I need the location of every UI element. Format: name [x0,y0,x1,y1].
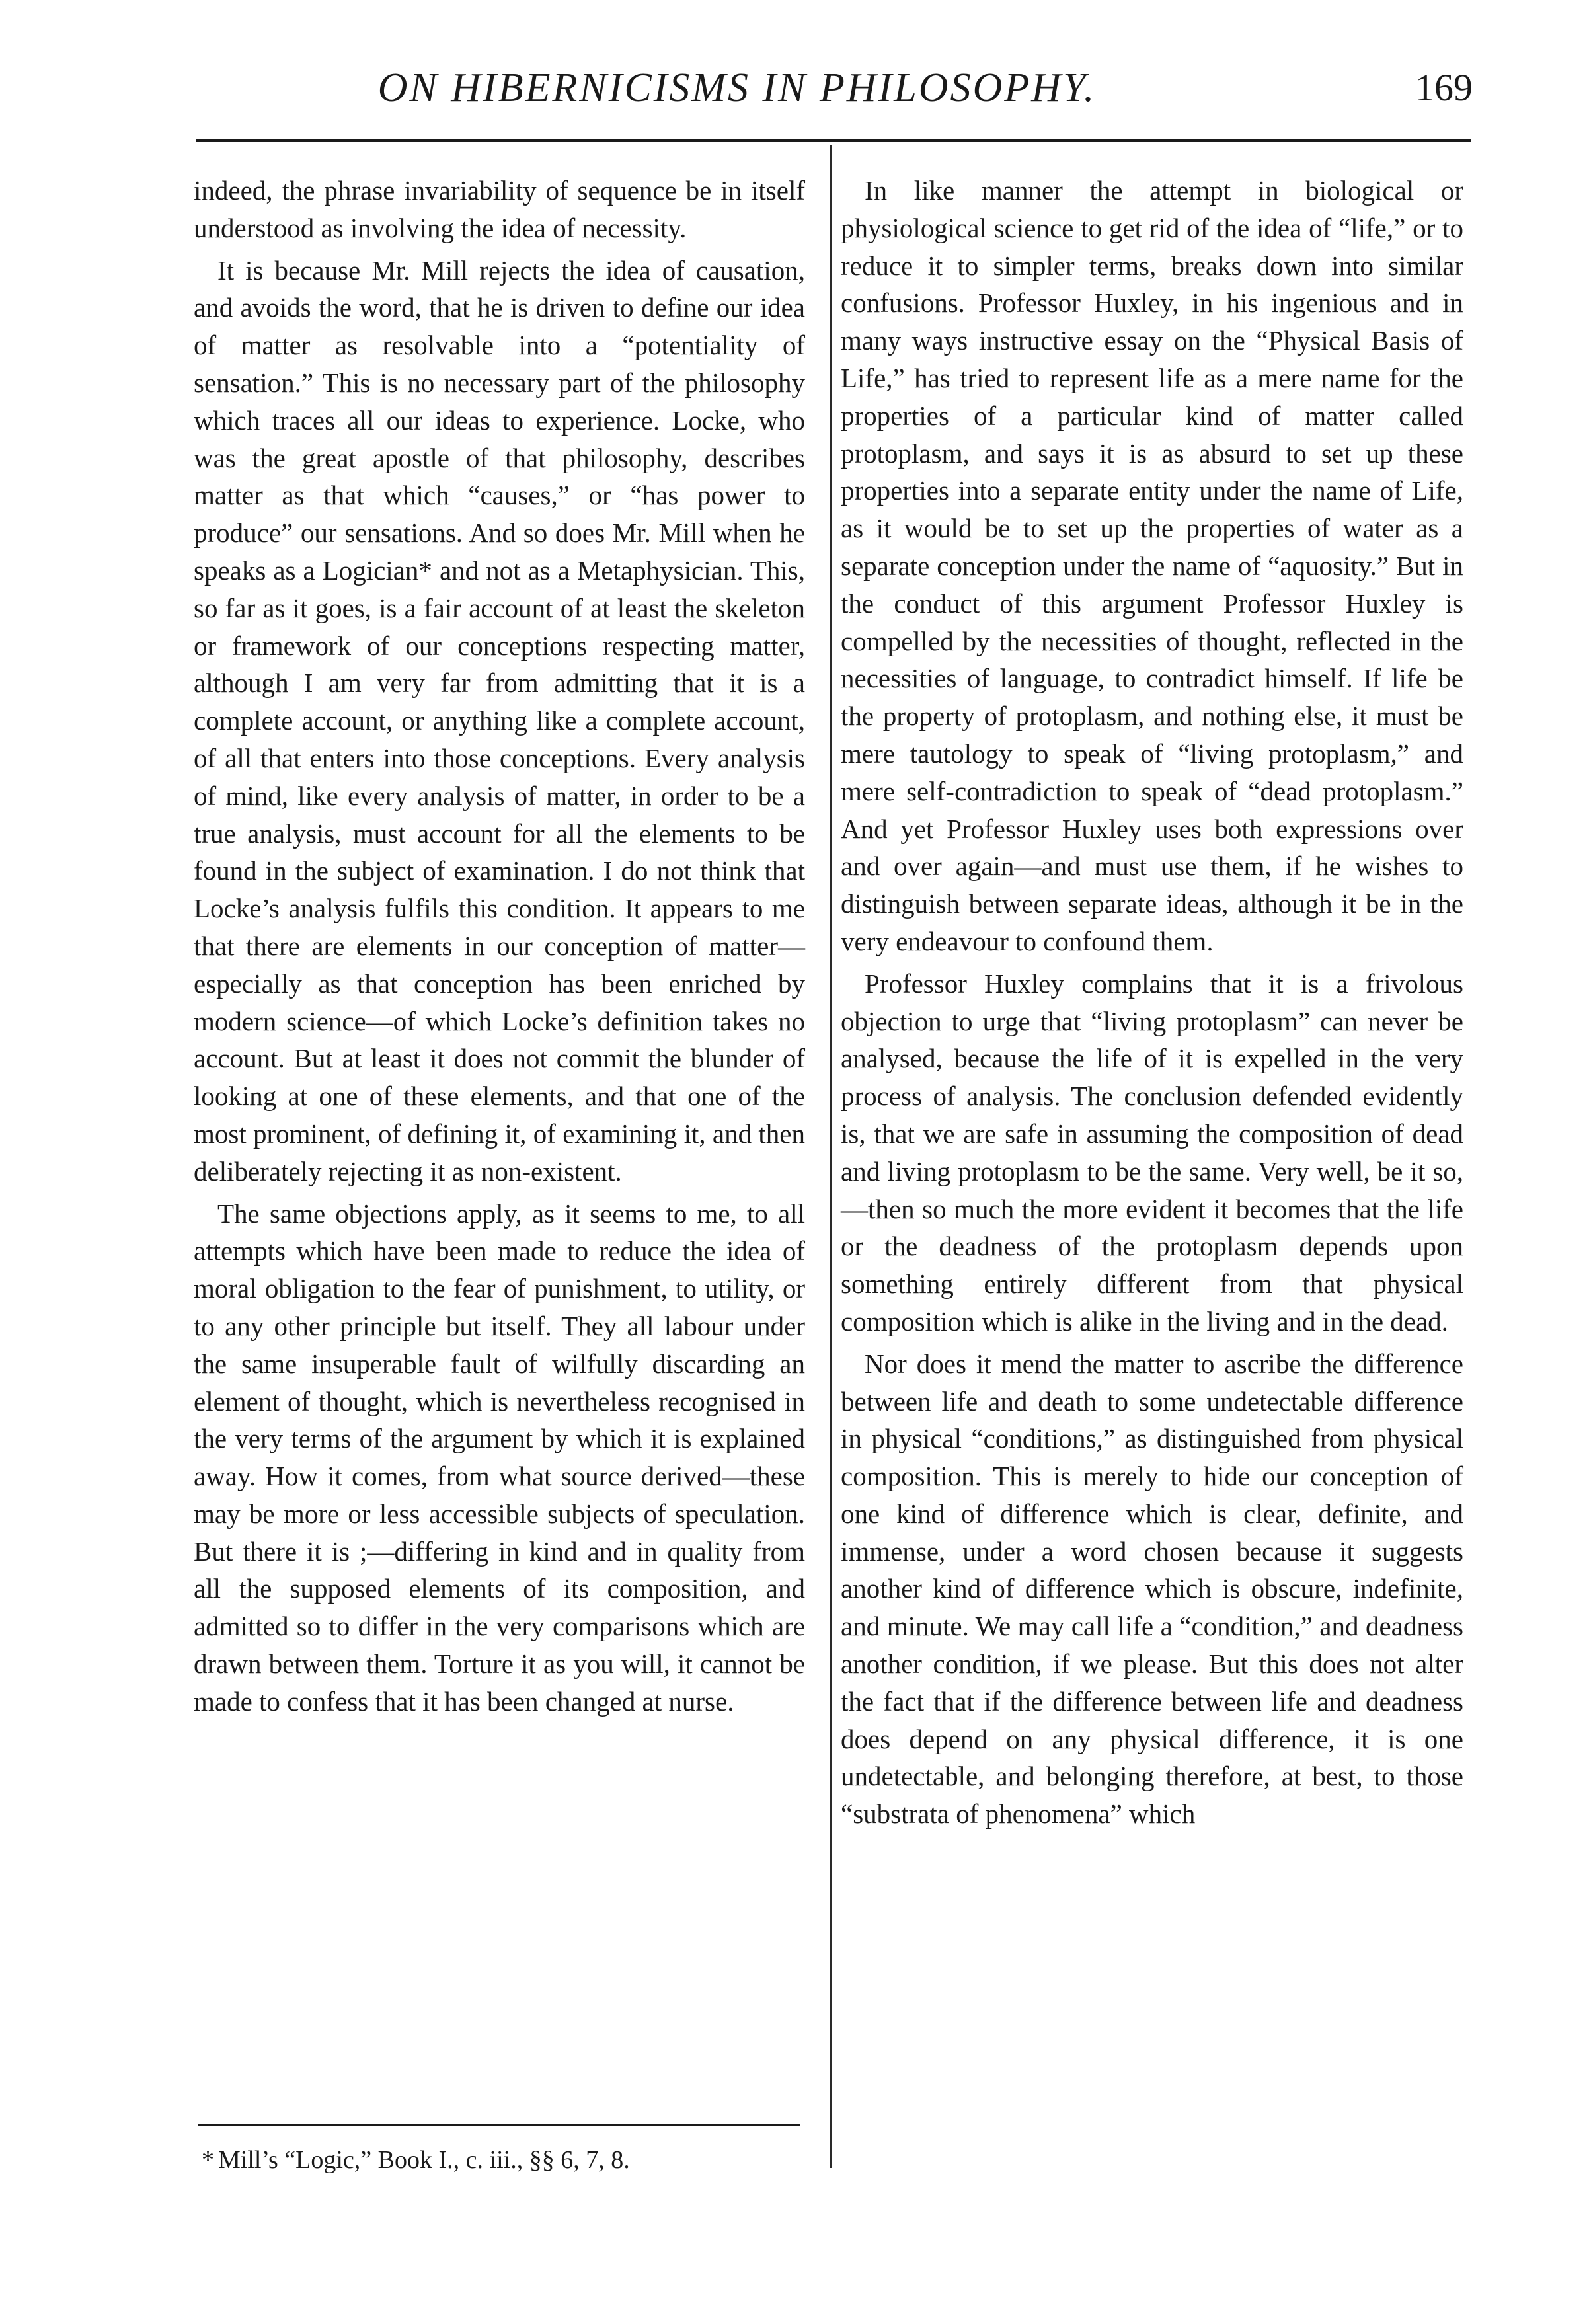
paragraph: indeed, the phrase invariability of sequence be in itself understood as involving the idea of necessity. [194,175,805,243]
column-divider [830,145,832,2168]
paragraph: The same objections apply, as it seems to me, to all attempts which have been made to reduce the idea of moral obligation to the fear of punishment, to utility, or to any other principle but itself. They all labour under the same insuperable fault of wilfully discarding an element of thought, which is nevertheless recognised in the very terms of the argument by which it is explained away. How it comes, from what source derived—these may be more or less accessible subjects of speculation. But there it is ;—differing in kind and in quality from all the supposed elements of its composition, and admitted so to differ in the very comparisons which are drawn between them. Torture it as you will, it cannot be made to confess that it has been changed at nurse. [194,1198,805,1717]
paragraph: Nor does it mend the matter to ascribe the difference between life and death to some undetectable difference in physical “conditions,” as distinguished from physical composition. This is merely to hide our conception of one kind of difference which is clear, definite, and immense, under a word chosen because it suggests another kind of difference which is obscure, indefinite, and minute. We may call life a “condition,” and deadness another condition, if we please. But this does not alter the fact that if the difference between life and deadness does depend on any physical difference, it is one undetectable, and belonging therefore, at best, to those “substrata of phenomena” which [841,1348,1463,1830]
paragraph: Professor Huxley complains that it is a frivolous objection to urge that “living protoplasm” can never be analysed, because the life of it is expelled in the very process of analysis. The conclusion defended evidently is, that we are safe in assuming the composition of dead and living protoplasm to be the same. Very well, be it so,—then so much the more evident it becomes that the life or the deadness of the protoplasm depends upon something entirely different from that physical composition which is alike in the living and in the dead. [841,968,1463,1336]
running-head [0,58,1589,137]
header-rule [196,139,1471,142]
page-number: 169 [1415,66,1473,109]
right-column [841,172,1463,1833]
left-column [194,172,805,1721]
footnote-marker: * [202,2146,214,2174]
paragraph: It is because Mr. Mill rejects the idea of causation, and avoids the word, that he is driven to define our idea of matter as resolvable into a “potentiality of sensation.” This is no necessary part of the philosophy which traces all our ideas to experience. Locke, who was the great apostle of that philosophy, describes matter as that which “causes,” or “has power to produce” our sensations. And so does Mr. Mill when he speaks as a Logician* and not as a Metaphysician. This, so far as it goes, is a fair account of at least the skeleton or framework of our conceptions respecting matter, although I am very far from admitting that it is a complete account, or anything like a complete account, of all that enters into those conceptions. Every analysis of mind, like every analysis of matter, in order to be a true analysis, must account for all the elements to be found in the subject of examination. I do not think that Locke’s analysis fulfils this condition. It appears to me that there are elements in our conception of matter—especially as that conception has been enriched by modern science—of which Locke’s definition takes no account. But at least it does not commit the blunder of looking at one of these elements, and that one of the most prominent, of defining it, of examining it, and then deliberately rejecting it as non-existent. [194,254,805,1186]
footnote [202,2143,803,2177]
footnote-rule [198,2124,800,2126]
paragraph: In like manner the attempt in biological or physiological science to get rid of the idea of “life,” or to reduce it to simpler terms, breaks down into similar confusions. Professor Huxley, in his ingenious and in many ways instructive essay on the “Physical Basis of Life,” has tried to represent life as a mere name for the properties of a particular kind of matter called protoplasm, and says it is as absurd to set up these properties into a separate entity under the name of Life, as it would be to set up the properties of water as a separate conception under the name of “aquosity.” But in the conduct of this argument Professor Huxley is compelled by the necessities of thought, reflected in the necessities of language, to contradict himself. If life be the property of protoplasm, and nothing else, it must be mere tautology to speak of “living protoplasm,” and mere self-contradiction to speak of “dead protoplasm.” And yet Professor Huxley uses both expressions over and over again—and must use them, if he wishes to distinguish between separate ideas, although it be in the very endeavour to confound them. [841,175,1463,956]
footnote-text: Mill’s “Logic,” Book I., c. iii., §§ 6, 7, 8. [218,2146,630,2174]
running-title: ON HIBERNICISMS IN PHILOSOPHY. [377,65,1097,110]
